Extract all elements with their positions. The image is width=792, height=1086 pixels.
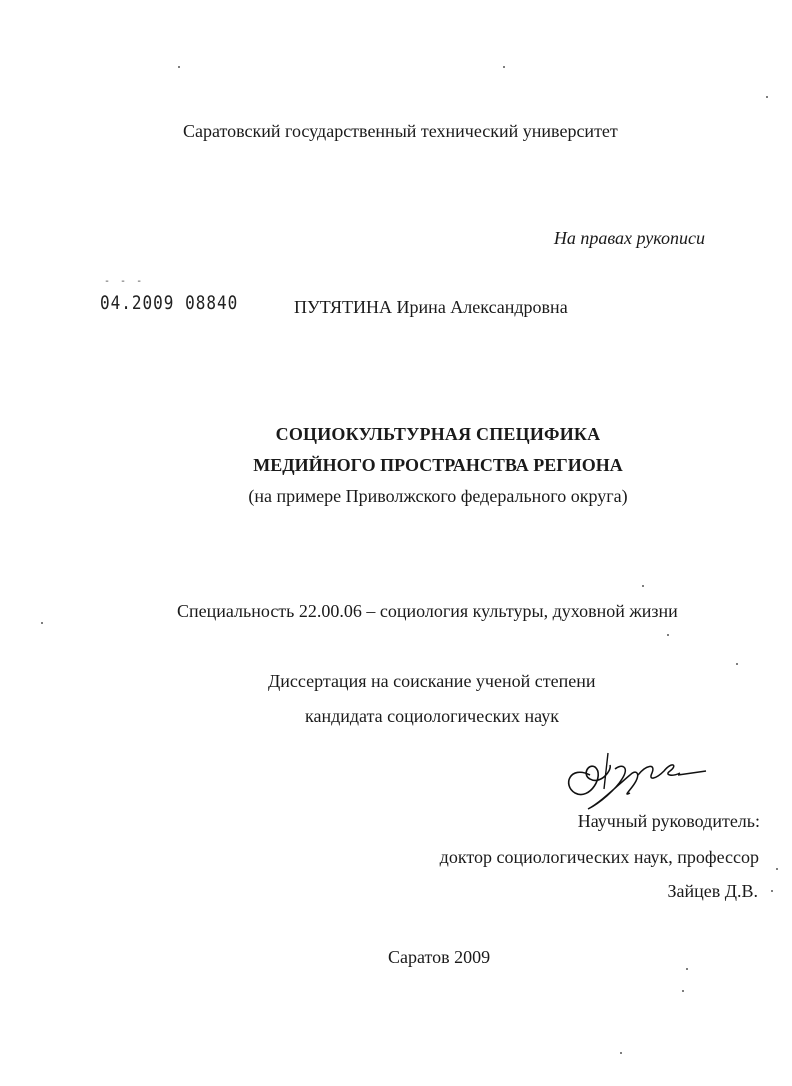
- degree-line1: Диссертация на соискание ученой степени: [268, 671, 596, 691]
- stamp-marks: - - -: [104, 276, 145, 287]
- scan-speck: [642, 585, 644, 587]
- scan-speck: [766, 96, 768, 98]
- dissertation-title-line1: СОЦИОКУЛЬТУРНАЯ СПЕЦИФИКА: [275, 424, 601, 444]
- manuscript-note: На правах рукописи: [553, 228, 705, 248]
- advisor-label: Научный руководитель:: [577, 811, 760, 831]
- author-name: ПУТЯТИНА Ирина Александровна: [294, 297, 568, 317]
- scan-speck: [41, 622, 43, 624]
- advisor-name: Зайцев Д.В.: [667, 881, 758, 901]
- scan-speck: [620, 1052, 622, 1054]
- degree-line2: кандидата социологических наук: [305, 706, 559, 726]
- dissertation-subtitle: (на примере Приволжского федерального округа): [248, 486, 628, 506]
- scan-speck: [686, 968, 688, 970]
- scan-speck: [667, 634, 669, 636]
- scan-speck: [178, 66, 180, 68]
- advisor-title: доктор социологических наук, профессор: [439, 847, 759, 867]
- dissertation-title-line2: МЕДИЙНОГО ПРОСТРАНСТВА РЕГИОНА: [253, 455, 623, 475]
- scan-speck: [503, 66, 505, 68]
- scan-speck: [682, 990, 684, 992]
- signature-icon: [560, 745, 710, 820]
- scan-speck: [776, 868, 778, 870]
- university-name: Саратовский государственный технический университет: [183, 121, 618, 141]
- scan-speck: [736, 663, 738, 665]
- scan-speck: [771, 890, 773, 892]
- city-year: Саратов 2009: [388, 947, 491, 967]
- specialty: Специальность 22.00.06 – социология культуры, духовной жизни: [177, 601, 678, 621]
- registration-stamp: 04.2009 08840: [100, 291, 239, 314]
